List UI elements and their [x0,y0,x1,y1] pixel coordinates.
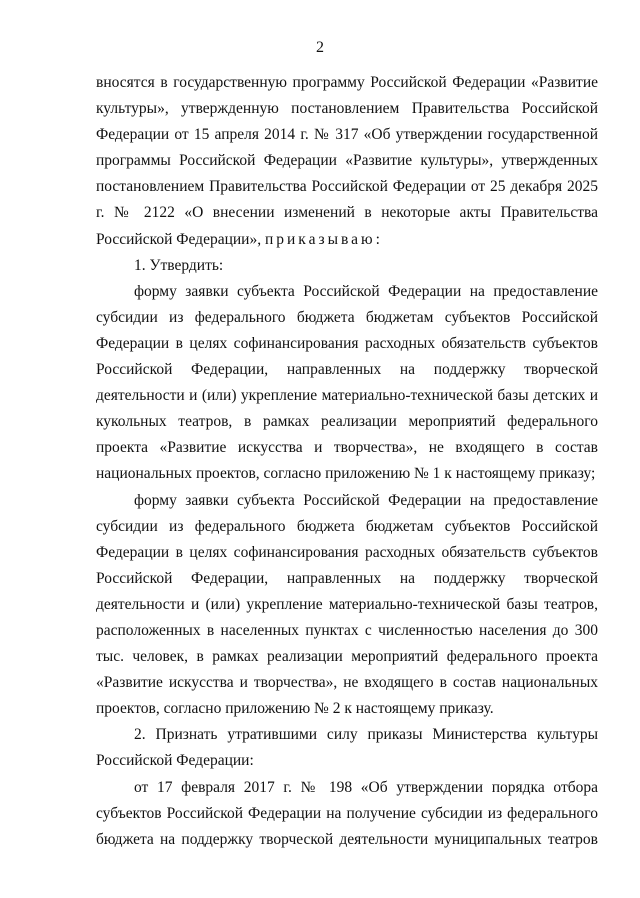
intro-paragraph [96,70,598,253]
item-1-form-1: форму заявки субъекта Российской Федерации на предоставление субсидии из федерального бюджета бюджетам субъектов Российской Федерации в целях софинансирования расходных обязательств субъектов Российской Федерации, направленных на поддержку творческой деятельности и (или) укрепление материально-технической базы детских и кукольных театров, в рамках реализации мероприятий федерального проекта «Развитие искусства и творчества», не входящего в состав национальных проектов, согласно приложению № 1 к настоящему приказу; [96,282,598,483]
item-2-order-1: от 17 февраля 2017 г. № 198 «Об утверждении порядка отбора субъектов Российской Федерации на получение субсидии из федерального бюджета на поддержку творческой деятельности муниципальных театров [96,778,598,848]
intro-text: вносятся в государственную программу Российской Федерации «Развитие культуры», утвержденную постановлением Правительства Российской Федерации от 15 апреля 2014 г. № 317 «Об утверждении государственной программы Российской Федерации «Развитие культуры», утвержденных постановлением Правительства Российской Федерации от 25 декабря 2025 г. № 2122 «О внесении изменений в некоторые акты Правительства Российской Федерации», [96,74,598,248]
document-body [96,70,598,853]
item-1-heading: 1. Утвердить: [134,256,224,274]
intro-colon: : [375,230,380,248]
page-number: 2 [316,39,324,56]
item-1-form-2: форму заявки субъекта Российской Федерации на предоставление субсидии из федерального бюджета бюджетам субъектов Российской Федерации в целях софинансирования расходных обязательств субъектов Российской Федерации, направленных на поддержку творческой деятельности и (или) укрепление материально-технической базы театров, расположенных в населенных пунктах с численностью населения до 300 тыс. человек, в рамках реализации мероприятий федерального проекта «Развитие искусства и творчества», не входящего в состав национальных проектов, согласно приложению № 2 к настоящему приказу. [96,491,598,718]
item-2-heading: 2. Признать утратившими силу приказы Министерства культуры Российской Федерации: [96,726,598,770]
order-word: приказываю [264,230,376,248]
